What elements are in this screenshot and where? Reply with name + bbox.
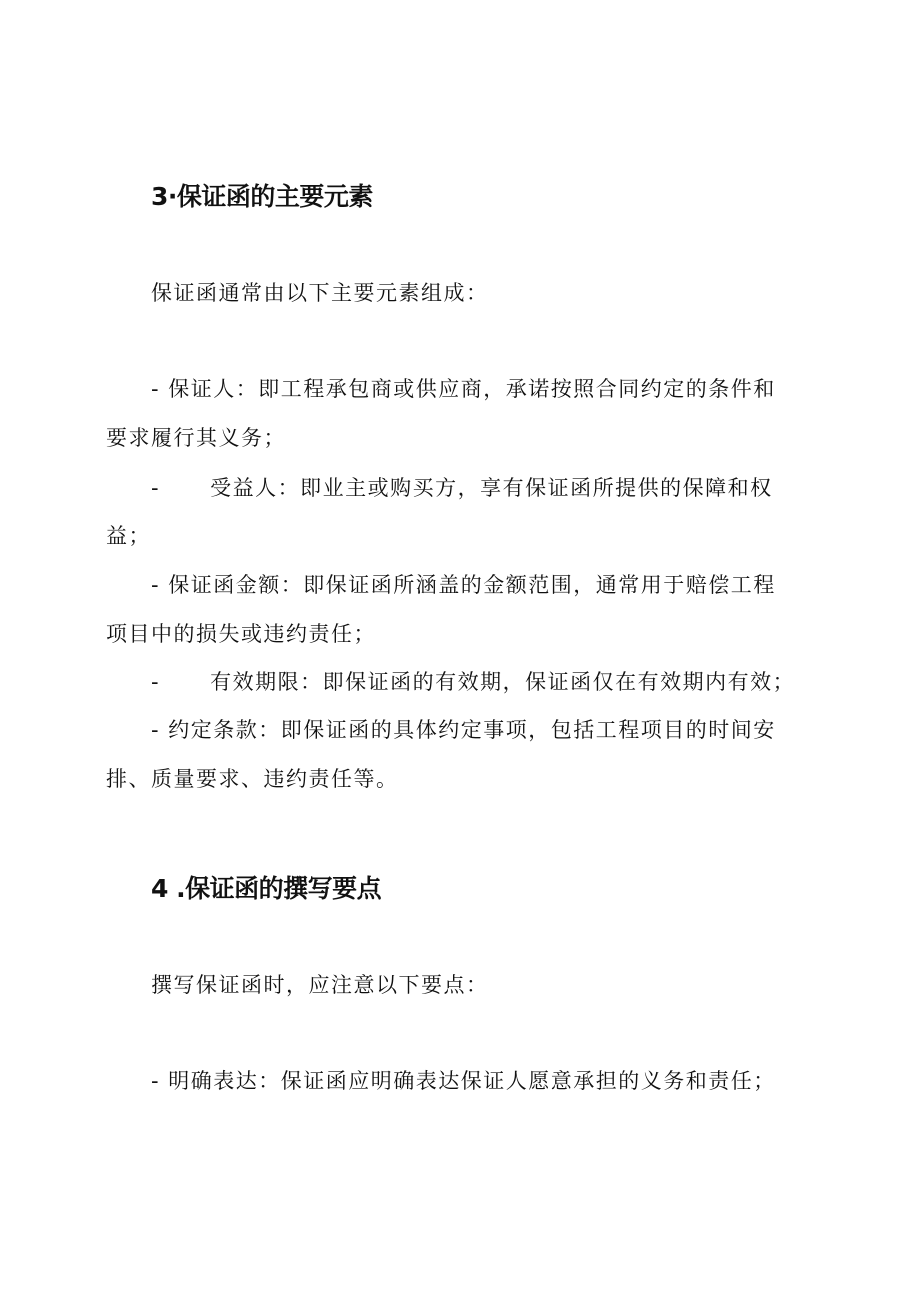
list-item-clear-expression xyxy=(151,1067,776,1095)
list-item-amount-continuation: 项目中的损失或违约责任； xyxy=(106,622,376,646)
section-3-intro: 保证函通常由以下主要元素组成： xyxy=(151,281,489,305)
list-item-terms xyxy=(151,716,776,744)
list-dash: - xyxy=(151,670,161,694)
section-4-intro: 撰写保证函时，应注意以下要点： xyxy=(151,973,489,997)
section-3-heading: 3·保证函的主要元素 xyxy=(151,182,373,211)
list-item-text: 保证函金额：即保证函所涵盖的金额范围，通常用于赔偿工程 xyxy=(168,573,776,597)
list-item-text: 受益人：即业主或购买方，享有保证函所提供的保障和权 xyxy=(210,476,773,500)
list-item-beneficiary xyxy=(151,474,773,502)
list-item-amount xyxy=(151,571,776,599)
list-item-text: 保证人：即工程承包商或供应商，承诺按照合同约定的条件和 xyxy=(168,377,776,401)
list-item-beneficiary-continuation: 益； xyxy=(106,524,151,548)
list-item-guarantor xyxy=(151,375,776,403)
section-4-heading: 4 .保证函的撰写要点 xyxy=(151,874,382,903)
list-item-text: 约定条款：即保证函的具体约定事项，包括工程项目的时间安 xyxy=(168,718,776,742)
list-item-text: 明确表达：保证函应明确表达保证人愿意承担的义务和责任； xyxy=(168,1069,776,1093)
list-dash: - xyxy=(151,718,161,742)
list-dash: - xyxy=(151,573,161,597)
list-item-terms-continuation: 排、质量要求、违约责任等。 xyxy=(106,767,399,791)
list-item-validity xyxy=(151,668,795,696)
list-item-guarantor-continuation: 要求履行其义务； xyxy=(106,426,286,450)
list-dash: - xyxy=(151,377,161,401)
list-dash: - xyxy=(151,1069,161,1093)
list-item-text: 有效期限：即保证函的有效期，保证函仅在有效期内有效； xyxy=(210,670,796,694)
list-dash: - xyxy=(151,476,161,500)
